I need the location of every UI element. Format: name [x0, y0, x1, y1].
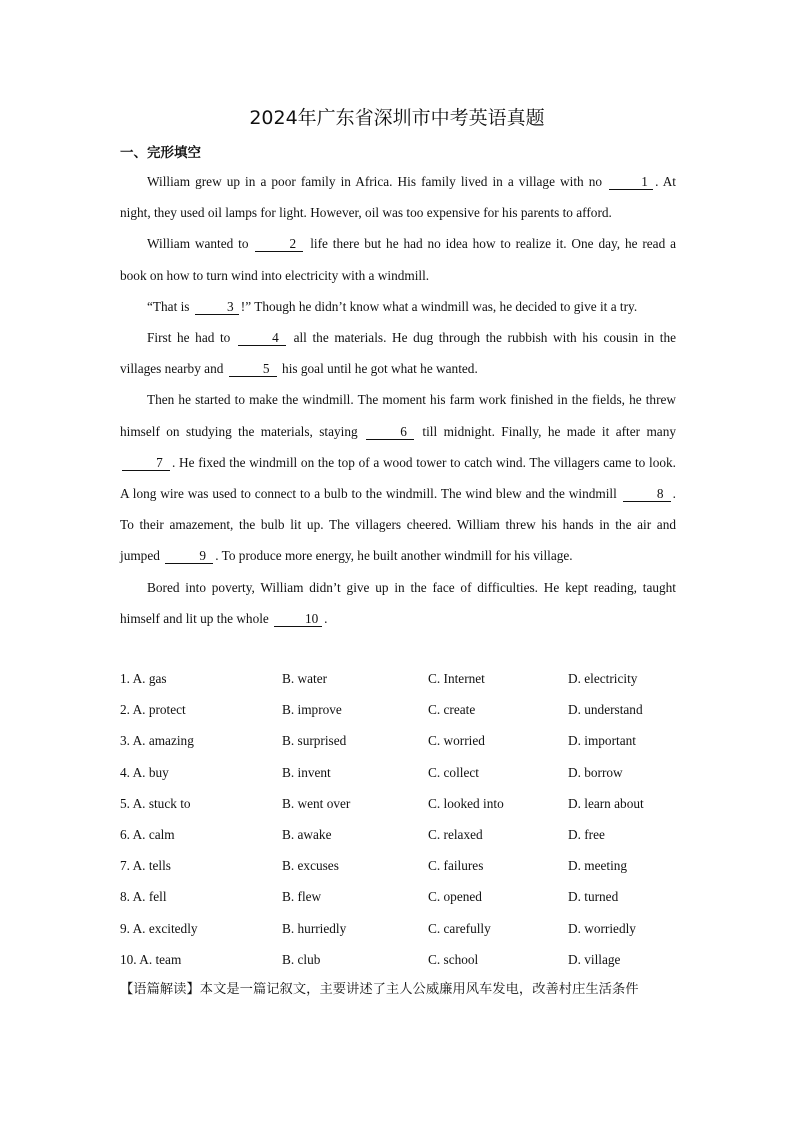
passage-text: First he had to	[147, 330, 236, 346]
passage-text: life there but he had no idea how to realize it. One day, he read a book on how to turn wind into electricity with a windmill.	[120, 236, 676, 283]
option-c: C. failures	[428, 858, 484, 874]
option-b: B. awake	[282, 826, 332, 842]
option-a: 4. A. buy	[120, 764, 169, 780]
section-heading: 一、完形填空	[120, 145, 201, 161]
passage-text: his goal until he got what he wanted.	[278, 361, 478, 377]
passage-text: “That is	[147, 298, 193, 314]
passage-text: . At night, they used oil lamps for light. However, oil was too expensive for his parents to afford.	[120, 174, 676, 221]
option-b: B. hurriedly	[282, 920, 347, 936]
option-c: C. school	[428, 951, 479, 967]
passage-text: . To produce more energy, he built another windmill for his village.	[215, 548, 573, 564]
option-row	[120, 850, 680, 881]
passage-text: William wanted to	[147, 236, 254, 252]
option-d: D. turned	[568, 889, 619, 905]
option-row	[120, 725, 680, 756]
cloze-passage	[120, 166, 676, 634]
blank-5: 5	[229, 361, 277, 377]
option-a: 8. A. fell	[120, 889, 167, 905]
option-d: D. borrow	[568, 764, 623, 780]
passage-text: William grew up in a poor family in Africa. His family lived in a village with no	[147, 174, 608, 189]
option-c: C. opened	[428, 889, 482, 905]
option-a: 6. A. calm	[120, 826, 175, 842]
option-c: C. relaxed	[428, 826, 483, 842]
paragraph	[120, 322, 676, 384]
option-d: D. free	[568, 826, 605, 842]
blank-8: 8	[623, 486, 671, 502]
option-a: 1. A. gas	[120, 671, 167, 686]
blank-7: 7	[122, 455, 170, 471]
paragraph	[120, 228, 676, 290]
option-row	[120, 663, 680, 694]
option-d: D. village	[568, 951, 621, 967]
passage-text: Bored into poverty, William didn’t give up in the face of difficulties. He kept reading, taught himself and lit up the whole	[120, 579, 676, 626]
option-a: 10. A. team	[120, 951, 182, 967]
option-b: B. went over	[282, 795, 351, 811]
option-d: D. meeting	[568, 858, 628, 874]
passage-text: all the materials. He dug through the rubbish with his cousin in the villages nearby and	[120, 330, 676, 377]
option-c: C. Internet	[428, 671, 485, 686]
option-b: B. invent	[282, 764, 331, 780]
option-c: C. worried	[428, 733, 485, 749]
blank-3: 3	[195, 299, 239, 315]
option-c: C. create	[428, 702, 476, 718]
blank-2: 2	[255, 236, 303, 252]
blank-1: 1	[609, 174, 653, 190]
passage-text: !” Though he didn’t know what a windmill was, he decided to give it a try.	[240, 298, 638, 314]
option-a: 2. A. protect	[120, 702, 186, 718]
option-row	[120, 913, 680, 944]
option-d: D. electricity	[568, 671, 638, 686]
option-a: 7. A. tells	[120, 858, 171, 874]
paragraph	[120, 572, 676, 634]
passage-text: Then he started to make the windmill. The moment his farm work finished in the fields, he threw himself on studying the materials, staying	[120, 392, 676, 439]
passage-text: till midnight. Finally, he made it after many	[416, 423, 676, 439]
option-a: 3. A. amazing	[120, 733, 194, 749]
option-b: B. flew	[282, 889, 322, 905]
option-b: B. water	[282, 671, 328, 686]
option-row	[120, 819, 680, 850]
option-row	[120, 757, 680, 788]
option-row	[120, 881, 680, 912]
option-c: C. collect	[428, 764, 479, 780]
page-title: 2024年广东省深圳市中考英语真题	[249, 107, 545, 129]
passage-text: . He fixed the windmill on the top of a wood tower to catch wind. The villagers came to look. A long wire was used to connect to a bulb to the windmill. The wind blew and the windmill	[120, 454, 676, 502]
option-d: D. understand	[568, 702, 643, 718]
option-d: D. important	[568, 733, 636, 749]
option-d: D. learn about	[568, 795, 644, 811]
blank-10: 10	[274, 611, 322, 627]
option-b: B. club	[282, 951, 321, 967]
passage-text: .	[324, 610, 328, 626]
passage-analysis: 【语篇解读】本文是一篇记叙文，主要讲述了主人公威廉用风车发电，改善村庄生活条件	[120, 982, 639, 997]
option-b: B. improve	[282, 702, 342, 718]
option-b: B. surprised	[282, 733, 347, 749]
option-a: 5. A. stuck to	[120, 795, 191, 811]
paragraph	[120, 166, 676, 228]
blank-9: 9	[165, 548, 213, 564]
option-c: C. looked into	[428, 795, 504, 811]
option-a: 9. A. excitedly	[120, 920, 198, 936]
option-row	[120, 944, 680, 975]
blank-6: 6	[366, 424, 414, 440]
option-row	[120, 788, 680, 819]
option-b: B. excuses	[282, 858, 339, 874]
option-c: C. carefully	[428, 920, 491, 936]
passage-text: . To their amazement, the bulb lit up. The villagers cheered. William threw his hands in the air and jumped	[120, 486, 676, 564]
paragraph	[120, 384, 676, 571]
paragraph	[120, 291, 676, 322]
blank-4: 4	[238, 330, 286, 346]
option-row	[120, 694, 680, 725]
answer-options	[120, 663, 680, 975]
option-d: D. worriedly	[568, 920, 636, 936]
